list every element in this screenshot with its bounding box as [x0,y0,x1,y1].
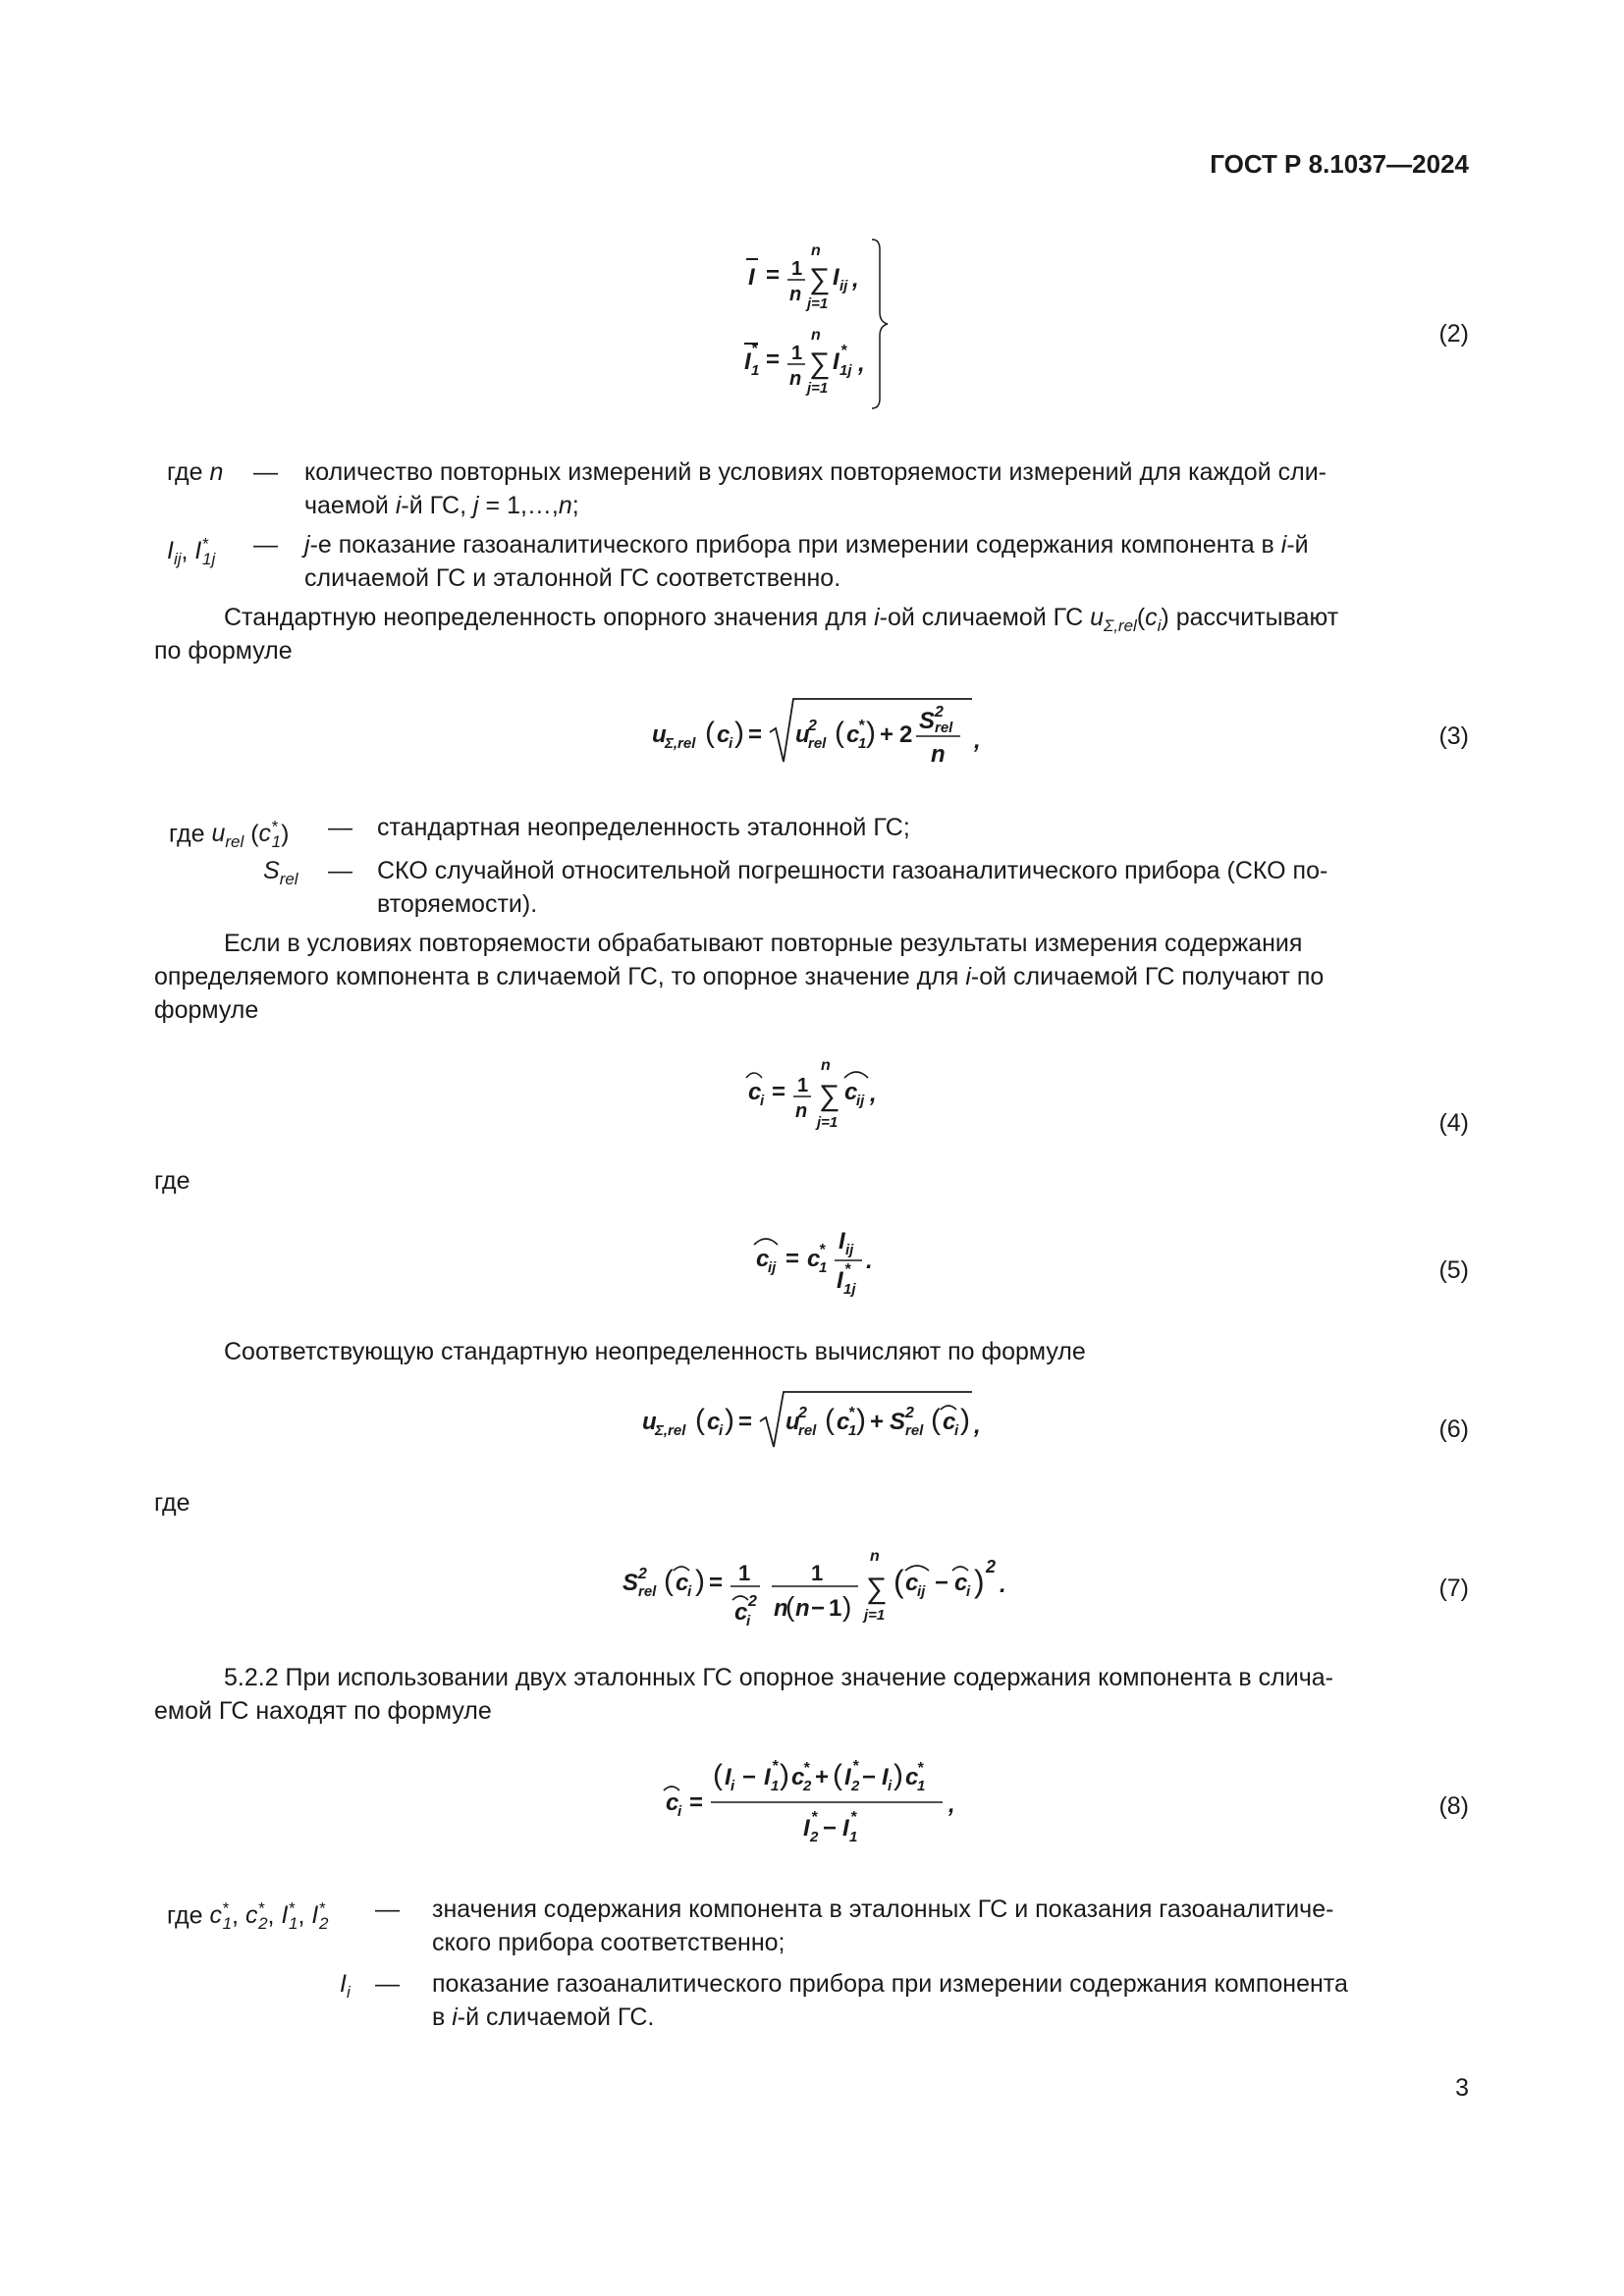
svg-text:(: ( [785,1591,795,1622]
svg-text:*: * [751,341,758,357]
svg-text:rel: rel [798,1422,817,1439]
svg-text:i: i [677,1803,682,1820]
svg-text:*: * [917,1760,924,1777]
svg-text:2: 2 [798,1405,807,1421]
svg-text:rel: rel [808,735,827,752]
svg-text:c: c [666,1789,679,1816]
svg-text:S: S [890,1409,906,1435]
svg-text:I: I [844,1764,851,1790]
equation-7-number: (7) [1438,1575,1469,1602]
equation-8-formula [658,1745,992,1853]
svg-text:j=1: j=1 [807,380,829,397]
equation-3-number: (3) [1438,722,1469,750]
svg-text:(: ( [713,1759,723,1791]
svg-text:): ) [734,717,744,749]
svg-text:1j: 1j [839,362,852,379]
svg-text:ij: ij [856,1093,865,1109]
svg-text:(: ( [695,1404,705,1436]
para2-line3: формуле [154,996,259,1024]
svg-text:): ) [866,717,876,749]
svg-text:n: n [811,242,821,259]
para3: Соответствующую стандартную неопределенность вычисляют по формуле [224,1338,1086,1365]
equation-7-formula [619,1541,1031,1639]
svg-text:n: n [795,1595,810,1622]
svg-text:∑: ∑ [866,1573,888,1605]
svg-text:c: c [791,1764,805,1790]
def-iij-text-line1: j-е показание газоаналитического прибора при измерении содержания компонента в i-й [304,531,1309,559]
svg-text:*: * [852,1758,859,1775]
def-n-dash: — [253,458,278,486]
svg-text:2: 2 [810,1829,819,1845]
def-c-dash: — [375,1896,400,1923]
svg-text:(: ( [705,717,715,749]
svg-text:(: ( [664,1565,674,1597]
def-srel-text-line1: СКО случайной относительной погрешности газоаналитического прибора (СКО по- [377,857,1328,884]
document-code: ГОСТ Р 8.1037—2024 [1210,149,1469,179]
svg-text:=: = [766,262,781,289]
equation-5 [750,1213,897,1302]
def-n-text-line1: количество повторных измерений в условиях повторяемости измерений для каждой сли- [304,458,1327,486]
svg-text:rel: rel [638,1583,657,1600]
para2-line2: определяемого компонента в сличаемой ГС, то опорное значение для i-ой сличаемой ГС получают по [154,963,1325,990]
svg-text:1: 1 [771,1778,780,1794]
def-n-text-line2: чаемой i-й ГС, j = 1,…,n; [304,492,579,519]
svg-text:1: 1 [819,1259,828,1276]
equation-5-number: (5) [1438,1256,1469,1284]
svg-text:−: − [935,1570,949,1596]
def-urel-text: стандартная неопределенность эталонной ГС; [377,814,910,841]
svg-text:,: , [948,1791,955,1818]
svg-text:i: i [760,1093,765,1109]
svg-text:,: , [870,1081,877,1107]
svg-text:I: I [725,1764,731,1790]
svg-text:): ) [974,1564,985,1599]
equation-4-formula [742,1046,899,1145]
svg-text:I: I [748,264,755,291]
svg-text:c: c [756,1246,770,1272]
svg-text:∑: ∑ [819,1080,840,1112]
svg-text:n: n [795,1100,808,1122]
svg-text:j=1: j=1 [807,295,829,312]
svg-text:1: 1 [751,362,760,379]
svg-text:n: n [789,284,802,305]
def-n-symbol: где n [167,458,224,486]
svg-text:ij: ij [845,1242,854,1258]
svg-text:c: c [905,1764,919,1790]
equation-4-number: (4) [1438,1109,1469,1137]
svg-text:): ) [842,1591,852,1622]
para1-line1: Стандартную неопределенность опорного значения для i-ой сличаемой ГС $u_{\Sigma,rel}(c_i)$ рассчитывают [224,604,1339,635]
svg-text:1: 1 [791,343,803,364]
svg-text:c: c [943,1409,956,1435]
svg-text:.: . [866,1248,873,1274]
svg-text:): ) [725,1404,734,1436]
svg-text:j=1: j=1 [864,1607,886,1624]
svg-text:*: * [850,1809,857,1826]
svg-text:1: 1 [829,1595,842,1622]
def-ii-symbol: $I_i$ [340,1970,351,2002]
svg-text:u: u [795,721,810,748]
svg-text:2: 2 [748,1593,757,1610]
svg-text:*: * [858,718,865,734]
equation-3-formula [648,687,982,775]
svg-text:I: I [803,1815,810,1842]
def-ii-text-line2: в i-й сличаемой ГС. [432,2003,655,2031]
svg-text:ij: ij [839,278,848,294]
svg-text:i: i [719,1422,724,1439]
para4-line1: 5.2.2 При использовании двух эталонных ГС опорное значение содержания компонента в слича- [224,1664,1333,1691]
svg-text:): ) [856,1404,866,1436]
svg-text:=: = [772,1079,786,1105]
svg-text:(: ( [931,1404,941,1436]
svg-text:c: c [837,1409,850,1435]
svg-text:): ) [893,1759,903,1791]
svg-text:): ) [960,1404,970,1436]
svg-text:c: c [905,1570,919,1596]
svg-text:*: * [811,1809,818,1826]
svg-text:*: * [844,1261,851,1278]
def-srel-text-line2: вторяемости). [377,890,538,918]
svg-text:=: = [766,347,781,373]
def-iij-text-line2: сличаемой ГС и эталонной ГС соответственно. [304,564,841,592]
equation-2 [727,236,893,412]
equation-8 [658,1745,992,1853]
svg-text:Σ,rel: Σ,rel [655,1422,686,1439]
svg-text:c: c [734,1599,748,1626]
svg-text:rel: rel [905,1422,924,1439]
svg-text:.: . [1000,1572,1006,1598]
svg-text:I: I [882,1764,889,1790]
where-label-1: где [154,1167,190,1195]
def-c-text-line1: значения содержания компонента в эталонных ГС и показания газоаналитиче- [432,1896,1334,1923]
equation-7 [619,1541,1031,1639]
svg-text:i: i [729,735,733,752]
svg-text:2: 2 [899,721,913,748]
def-c-text-line2: ского прибора соответственно; [432,1929,785,1956]
svg-text:=: = [738,1409,753,1435]
svg-text:i: i [966,1583,971,1600]
svg-text:c: c [807,1246,821,1272]
svg-text:u: u [652,721,667,748]
svg-text:1j: 1j [843,1281,856,1298]
svg-text:I: I [764,1764,771,1790]
svg-text:+: + [815,1764,830,1790]
equation-6-formula [638,1384,992,1453]
svg-text:1: 1 [858,735,867,752]
svg-text:I: I [833,264,839,291]
svg-text:c: c [676,1570,689,1596]
equation-6-number: (6) [1438,1415,1469,1443]
svg-text:): ) [695,1565,705,1597]
def-iij-dash: — [253,531,278,559]
svg-text:c: c [717,721,731,748]
svg-text:n: n [931,741,946,768]
svg-text:2: 2 [808,718,817,734]
svg-text:1: 1 [738,1561,751,1585]
svg-text:2: 2 [803,1778,812,1794]
svg-text:(: ( [833,1759,842,1791]
svg-text:n: n [774,1595,788,1622]
svg-text:I: I [839,1228,845,1255]
svg-text:ij: ij [768,1259,777,1276]
svg-text:I: I [744,348,751,375]
svg-text:1: 1 [849,1829,858,1845]
para4-line2: емой ГС находят по формуле [154,1697,492,1725]
svg-text:+: + [880,721,894,748]
svg-text:ij: ij [917,1583,926,1600]
svg-text:i: i [731,1778,735,1794]
def-iij-symbol: $I_{ij}$, $I^*_{1j}$ [167,535,216,569]
svg-text:(: ( [893,1564,904,1599]
svg-text:i: i [746,1613,751,1629]
equation-2-formula [727,236,893,412]
svg-text:*: * [848,1405,855,1421]
svg-text:2: 2 [851,1778,860,1794]
svg-text:=: = [785,1246,800,1272]
svg-text:i: i [687,1583,692,1600]
para1-line2: по формуле [154,637,293,665]
svg-text:n: n [811,327,821,344]
svg-text:*: * [803,1760,810,1777]
svg-text:+: + [870,1409,885,1435]
svg-text:I: I [833,348,839,375]
svg-text:∑: ∑ [809,347,831,380]
svg-text:,: , [974,1413,981,1439]
svg-text:): ) [780,1759,789,1791]
svg-text:u: u [642,1409,657,1435]
svg-text:=: = [689,1789,704,1816]
svg-text:−: − [811,1595,826,1622]
def-urel-symbol: где $u_{rel}$ $(c^*_1)$ [169,818,290,852]
where-label-2: где [154,1489,190,1517]
svg-text:n: n [789,368,802,390]
svg-text:−: − [862,1764,877,1790]
svg-text:i: i [888,1778,893,1794]
svg-text:*: * [819,1242,826,1258]
svg-text:c: c [707,1409,721,1435]
svg-text:2: 2 [638,1566,647,1582]
svg-text:(: ( [835,717,844,749]
equation-2-number: (2) [1438,320,1469,347]
equation-8-number: (8) [1438,1792,1469,1820]
svg-text:c: c [846,721,860,748]
svg-text:∑: ∑ [809,263,831,295]
svg-text:−: − [742,1764,757,1790]
equation-6 [638,1384,992,1453]
def-c-symbols: где $c^*_1$, $c^*_2$, $I^*_1$, $I^*_2$ [167,1899,329,1934]
equation-5-formula [750,1213,897,1302]
svg-text:,: , [852,266,859,293]
svg-text:S: S [623,1570,639,1596]
svg-text:1: 1 [791,258,803,280]
svg-text:=: = [709,1570,724,1596]
equation-3 [648,687,982,775]
svg-text:,: , [858,350,865,377]
svg-text:c: c [954,1570,968,1596]
svg-text:u: u [785,1409,800,1435]
def-srel-symbol: $S_{rel}$ [263,857,298,888]
def-ii-dash: — [375,1970,400,1998]
svg-text:(: ( [825,1404,835,1436]
svg-text:*: * [772,1758,779,1775]
svg-text:rel: rel [935,720,953,736]
equation-4 [742,1046,899,1145]
svg-text:2: 2 [986,1557,997,1576]
svg-text:*: * [840,343,847,359]
svg-text:2: 2 [905,1405,914,1421]
svg-text:i: i [954,1422,959,1439]
svg-text:,: , [974,727,981,754]
def-ii-text-line1: показание газоаналитического прибора при измерении содержания компонента [432,1970,1348,1998]
para2-line1: Если в условиях повторяемости обрабатывают повторные результаты измерения содержания [224,930,1303,957]
page-number: 3 [1455,2074,1469,2102]
svg-text:1: 1 [797,1075,809,1096]
svg-text:Σ,rel: Σ,rel [665,735,696,752]
svg-text:n: n [870,1548,880,1565]
svg-text:I: I [837,1267,843,1294]
svg-text:−: − [823,1815,838,1842]
svg-text:c: c [844,1079,858,1105]
svg-text:1: 1 [848,1422,857,1439]
svg-text:S: S [919,708,936,734]
svg-text:I: I [842,1815,849,1842]
svg-text:2: 2 [935,704,944,721]
svg-text:j=1: j=1 [817,1114,839,1131]
def-urel-dash: — [328,814,352,841]
svg-text:c: c [748,1079,762,1105]
def-srel-dash: — [328,857,352,884]
svg-text:n: n [821,1057,831,1074]
svg-text:1: 1 [811,1561,824,1585]
svg-text:=: = [748,721,763,748]
svg-text:1: 1 [917,1778,926,1794]
